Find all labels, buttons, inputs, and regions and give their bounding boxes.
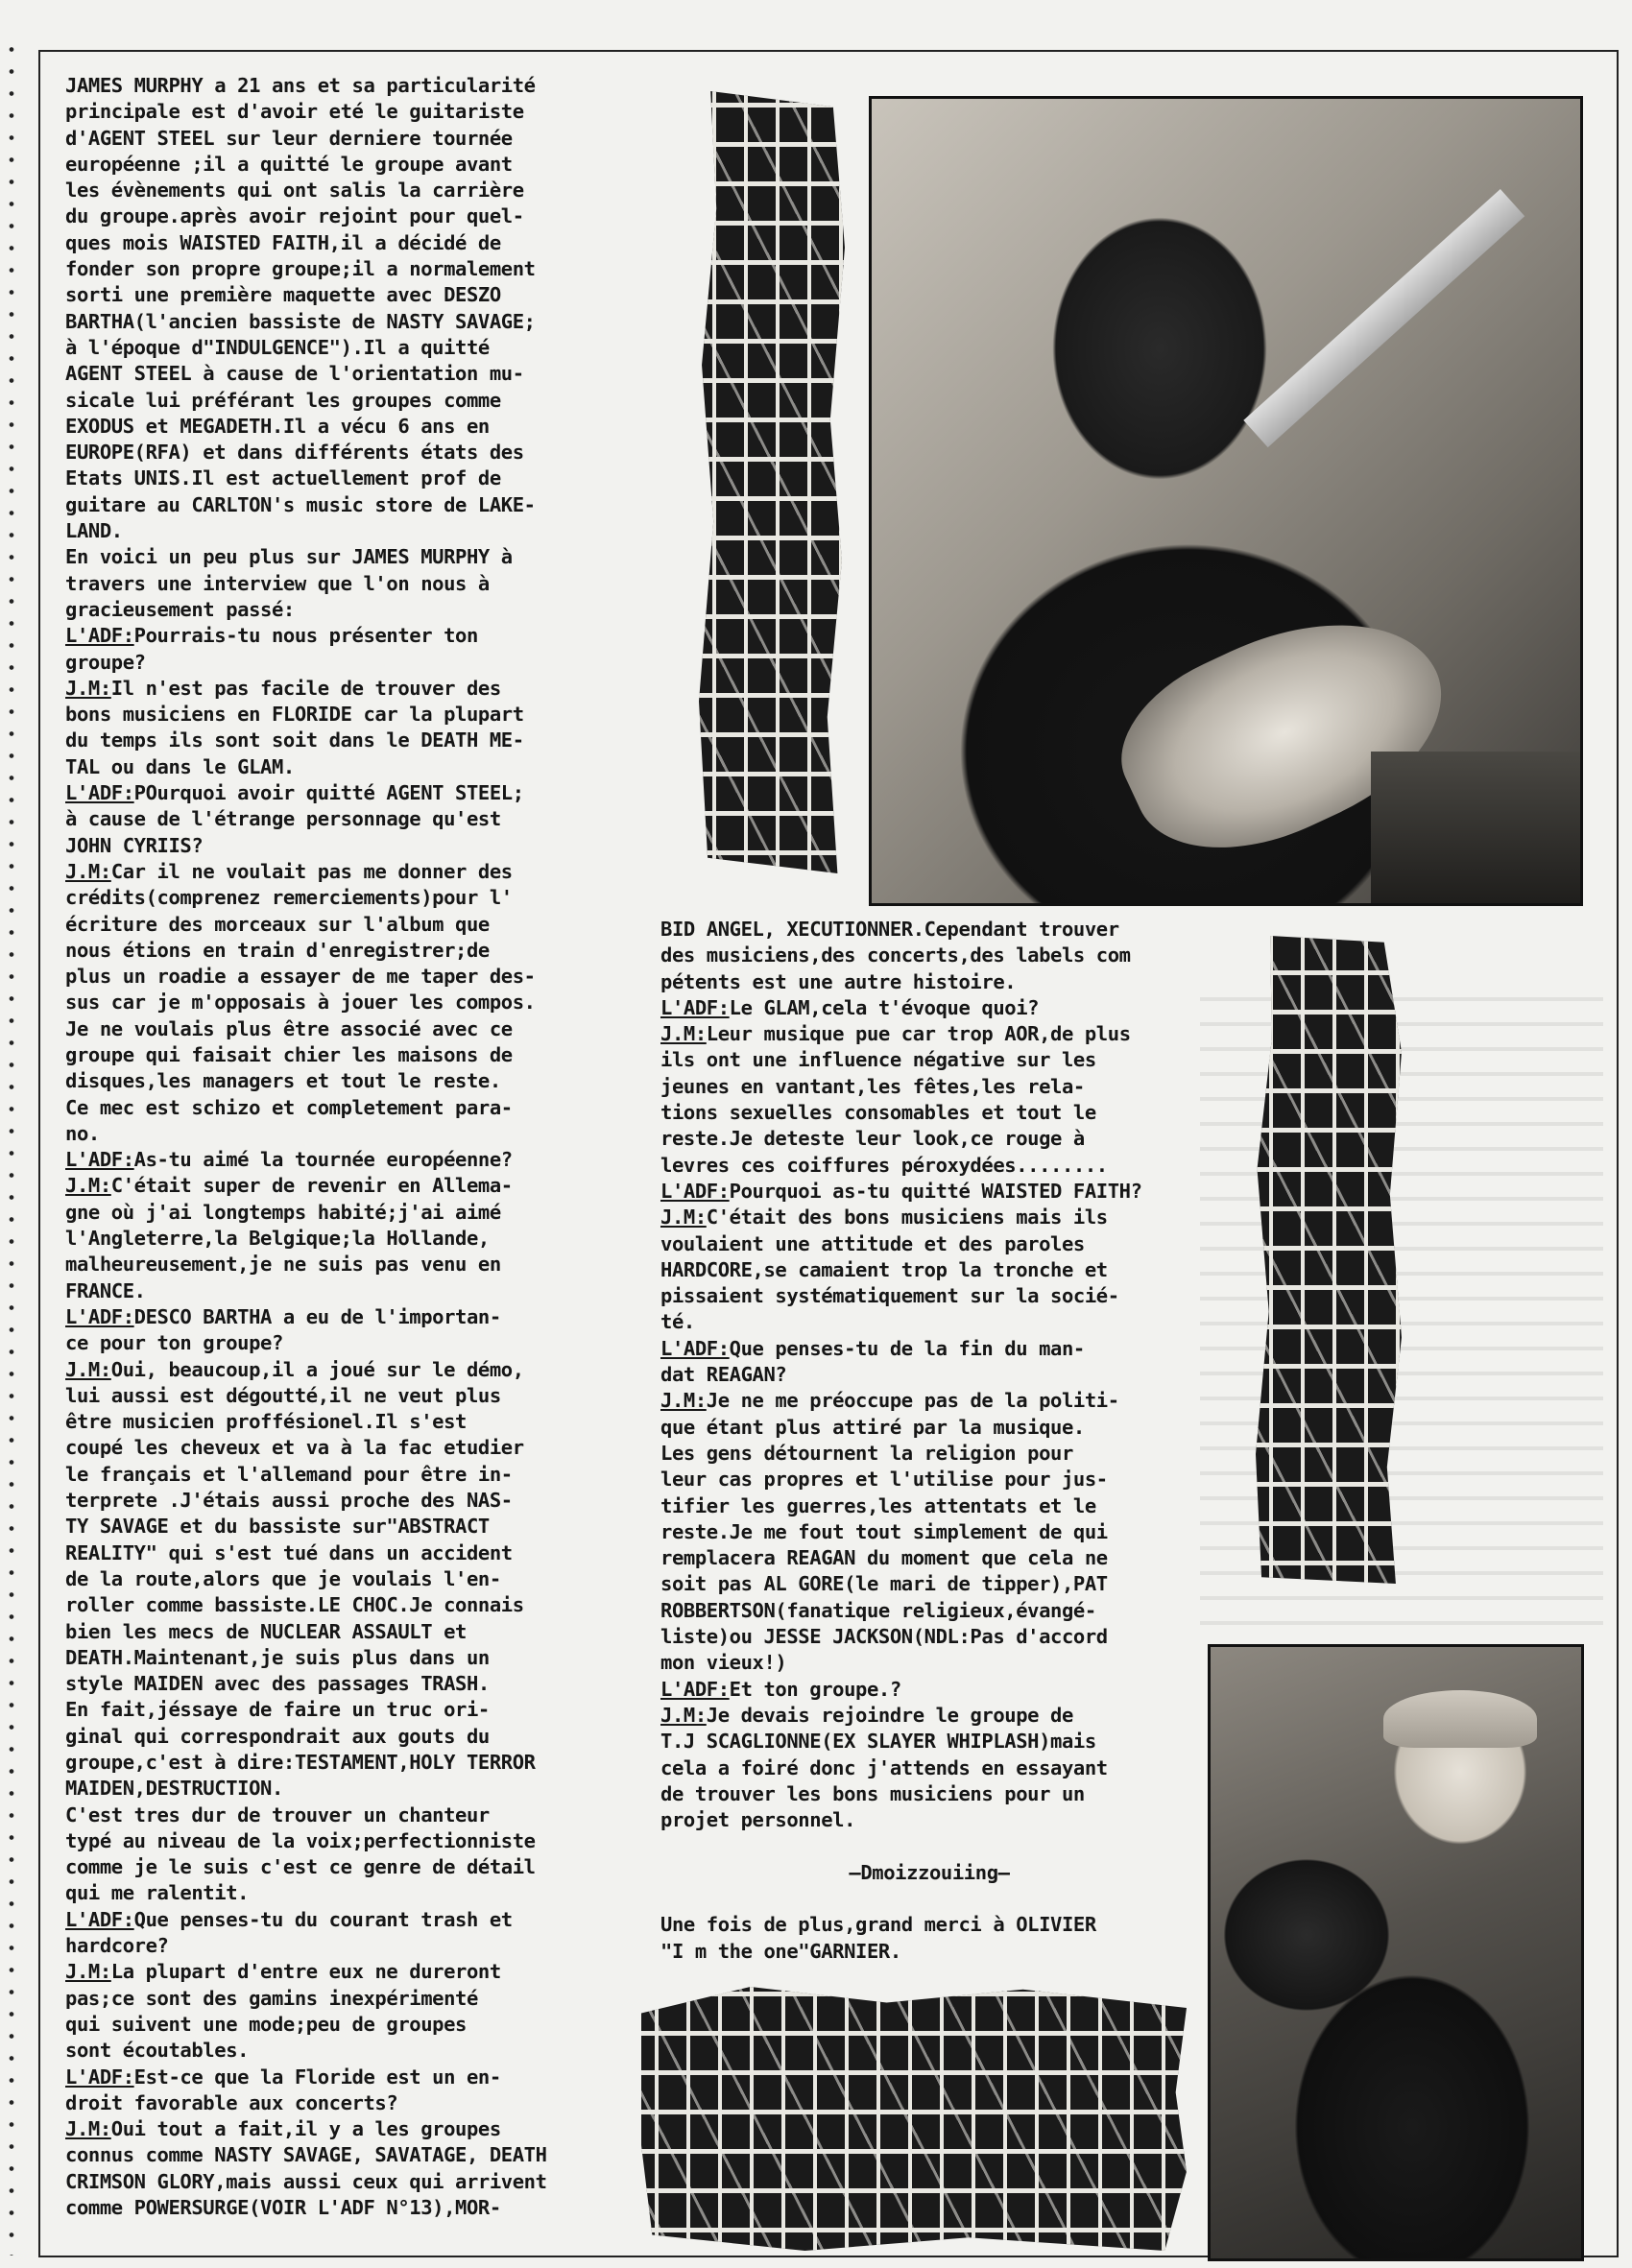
speaker-tag: L'ADF:	[65, 2065, 134, 2089]
left_column-line: terprete .J'étais aussi proche des NAS-	[65, 1489, 513, 1513]
left_column-line: bons musiciens en FLORIDE car la plupart	[65, 703, 524, 727]
left_column-line: crédits(comprenez remerciements)pour l'	[65, 886, 513, 910]
left_column-line: comme POWERSURGE(VOIR L'ADF N°13),MOR-	[65, 2196, 501, 2220]
left_column-line: roller comme bassiste.LE CHOC.Je connais	[65, 1593, 524, 1617]
amplifier	[1371, 752, 1580, 903]
right_column-line: J.M:Leur musique pue car trop AOR,de plus	[660, 1022, 1131, 1046]
flat-cap	[1383, 1690, 1537, 1748]
right_column-line: L'ADF:Le GLAM,cela t'évoque quoi?	[660, 995, 1040, 1019]
left_column-line: travers une interview que l'on nous à	[65, 571, 490, 595]
signature: —Dmoizzouiing—	[849, 1860, 1010, 1884]
left_column-line: DEATH.Maintenant,je suis plus dans un	[65, 1645, 490, 1669]
left_column-line: J.M:La plupart d'entre eux ne dureront	[65, 1960, 501, 1984]
left_column-line: coupé les cheveux et va à la fac etudier	[65, 1436, 524, 1460]
photo-man-with-orangutan	[1208, 1644, 1584, 2261]
left_column-line: J.M:Oui tout a fait,il y a les groupes	[65, 2117, 501, 2141]
speaker-tag: J.M:	[65, 1174, 111, 1198]
left_column-line: lui aussi est dégoutté,il ne veut plus	[65, 1383, 501, 1407]
left_column-line: J.M:Il n'est pas facile de trouver des	[65, 676, 501, 700]
right_column-line: T.J SCAGLIONNE(EX SLAYER WHIPLASH)mais	[660, 1730, 1096, 1754]
left_column-line: droit favorable aux concerts?	[65, 2090, 398, 2114]
right_column-line: levres ces coiffures péroxydées........	[660, 1153, 1108, 1177]
speaker-tag: J.M:	[65, 859, 111, 883]
left_column-line: hardcore?	[65, 1934, 169, 1958]
left_column-line: qui me ralentit.	[65, 1881, 250, 1905]
right_column-line: mon vieux!)	[660, 1651, 787, 1675]
right_column-line: pissaient systématiquement sur la socié-	[660, 1284, 1119, 1308]
thanks-line-2: "I m the one"GARNIER.	[660, 1939, 901, 1963]
left_column-line: AGENT STEEL à cause de l'orientation mu-	[65, 362, 524, 386]
left_column-line: J.M:C'était super de revenir en Allema-	[65, 1174, 513, 1198]
right_column-line: J.M:Je devais rejoindre le groupe de	[660, 1703, 1073, 1727]
left_column-line: l'Angleterre,la Belgique;la Hollande,	[65, 1227, 490, 1251]
left_column-line: qui suivent une mode;peu de groupes	[65, 2012, 467, 2036]
right_column-line: BID ANGEL, XECUTIONNER.Cependant trouver	[660, 918, 1119, 941]
left_column-line: plus un roadie a essayer de me taper des-	[65, 965, 536, 989]
speaker-tag: L'ADF:	[65, 624, 134, 648]
left_column-line: sus car je m'opposais à jouer les compos.	[65, 991, 536, 1015]
left_column-line: du groupe.après avoir rejoint pour quel-	[65, 204, 524, 228]
left_column-line: fonder son propre groupe;il a normalement	[65, 257, 536, 281]
left_column-line: groupe qui faisait chier les maisons de	[65, 1042, 513, 1066]
left_column-line: L'ADF:DESCO BARTHA a eu de l'importan-	[65, 1304, 501, 1328]
left_column-line: EXODUS et MEGADETH.Il a vécu 6 ans en	[65, 414, 490, 438]
left_column-line: écriture des morceaux sur l'album que	[65, 912, 490, 936]
right_column-line: L'ADF:Et ton groupe.?	[660, 1677, 901, 1701]
speaker-tag: L'ADF:	[65, 1304, 134, 1328]
left_column-line: du temps ils sont soit dans le DEATH ME-	[65, 728, 524, 752]
left_column-line: EUROPE(RFA) et dans différents états des	[65, 441, 524, 465]
left_column-line: L'ADF:As-tu aimé la tournée européenne?	[65, 1148, 513, 1172]
left_column-line: européenne ;il a quitté le groupe avant	[65, 152, 513, 176]
left_column-line: sont écoutables.	[65, 2039, 250, 2063]
decorative-texture-strip-middle	[1256, 936, 1402, 1584]
right_column-line: L'ADF:Que penses-tu de la fin du man-	[660, 1336, 1085, 1360]
left_column-line: LAND.	[65, 519, 123, 543]
left_column-line: gne où j'ai longtemps habité;j'ai aimé	[65, 1200, 501, 1224]
spacer	[660, 1886, 1198, 1912]
speaker-tag: J.M:	[660, 1022, 707, 1046]
left_column-line: ques mois WAISTED FAITH,il a décidé de	[65, 230, 501, 254]
left_column-line: Je ne voulais plus être associé avec ce	[65, 1016, 513, 1040]
right_column-line: leur cas propres et l'utilise pour jus-	[660, 1468, 1108, 1492]
left_column-line: C'est tres dur de trouver un chanteur	[65, 1802, 490, 1826]
left_column-line: principale est d'avoir eté le guitariste	[65, 100, 524, 124]
left_column-line: d'AGENT STEEL sur leur derniere tournée	[65, 126, 513, 150]
speaker-tag: L'ADF:	[65, 1148, 134, 1172]
article-left-column	[65, 73, 603, 2221]
right_column-line: de trouver les bons musiciens pour un	[660, 1781, 1085, 1805]
left_column-line: de la route,alors que je voulais l'en-	[65, 1566, 501, 1590]
left_column-line: En fait,jéssaye de faire un truc ori-	[65, 1698, 490, 1722]
speaker-tag: J.M:	[65, 1357, 111, 1381]
photo-guitarist	[869, 96, 1583, 906]
left_column-line: être musicien proffésionel.Il s'est	[65, 1410, 467, 1434]
left_column-line: ce pour ton groupe?	[65, 1331, 283, 1355]
left_column-line: L'ADF:Que penses-tu du courant trash et	[65, 1907, 513, 1931]
right_column-line: té.	[660, 1310, 695, 1334]
left_column-line: J.M:Oui, beaucoup,il a joué sur le démo,	[65, 1357, 524, 1381]
left_column-line: JOHN CYRIIS?	[65, 833, 204, 857]
speaker-tag: L'ADF:	[65, 781, 134, 805]
left_column-line: guitare au CARLTON's music store de LAKE-	[65, 492, 536, 516]
speaker-tag: J.M:	[65, 1960, 111, 1984]
left_column-line: TAL ou dans le GLAM.	[65, 754, 295, 778]
right_column-line: J.M:Je ne me préoccupe pas de la politi-	[660, 1389, 1119, 1413]
left_column-line: ginal qui correspondrait aux gouts du	[65, 1724, 490, 1748]
left_column-line: typé au niveau de la voix;perfectionniste	[65, 1828, 536, 1852]
right_column-line: cela a foiré donc j'attends en essayant	[660, 1755, 1108, 1779]
thanks-line-1: Une fois de plus,grand merci à OLIVIER	[660, 1913, 1096, 1937]
left_column-line: gracieusement passé:	[65, 597, 295, 621]
speaker-tag: J.M:	[660, 1703, 707, 1727]
left_column-line: JAMES MURPHY a 21 ans et sa particularité	[65, 74, 536, 97]
right_column-line: L'ADF:Pourquoi as-tu quitté WAISTED FAITH?	[660, 1179, 1142, 1203]
left_column-line: En voici un peu plus sur JAMES MURPHY à	[65, 545, 513, 569]
left_column-line: disques,les managers et tout le reste.	[65, 1069, 501, 1093]
left_column-line: MAIDEN,DESTRUCTION.	[65, 1777, 283, 1801]
binding-dots	[6, 38, 17, 2256]
left_column-line: connus comme NASTY SAVAGE, SAVATAGE, DEATH	[65, 2143, 547, 2167]
left_column-line: à cause de l'étrange personnage qu'est	[65, 807, 501, 831]
left_column-line: Etats UNIS.Il est actuellement prof de	[65, 466, 501, 490]
left_column-line: groupe,c'est à dire:TESTAMENT,HOLY TERROR	[65, 1751, 536, 1774]
guitar-neck	[1243, 189, 1524, 447]
left_column-line: les évènements qui ont salis la carrière	[65, 179, 524, 203]
right_column-line: dat REAGAN?	[660, 1363, 787, 1387]
left_column-line: no.	[65, 1121, 100, 1145]
left_column-line: REALITY" qui s'est tué dans un accident	[65, 1540, 513, 1564]
decorative-texture-strip-top	[699, 91, 845, 873]
speaker-tag: J.M:	[660, 1206, 707, 1229]
right_column-line: ils ont une influence négative sur les	[660, 1048, 1096, 1072]
right-column-lines	[660, 917, 1198, 1833]
left_column-line: BARTHA(l'ancien bassiste de NASTY SAVAGE;	[65, 309, 536, 333]
left_column-line: comme je le suis c'est ce genre de détail	[65, 1855, 536, 1879]
right_column-line: tions sexuelles consomables et tout le	[660, 1101, 1096, 1125]
article-right-column	[660, 917, 1198, 1965]
left_column-line: style MAIDEN avec des passages TRASH.	[65, 1672, 490, 1696]
left_column-line: CRIMSON GLORY,mais aussi ceux qui arrivent	[65, 2169, 547, 2193]
speaker-tag: L'ADF:	[660, 1336, 730, 1360]
left_column-line: groupe?	[65, 650, 146, 674]
speaker-tag: J.M:	[65, 2117, 111, 2141]
left_column-line: FRANCE.	[65, 1278, 146, 1302]
right_column-line: remplacera REAGAN du moment que cela ne	[660, 1546, 1108, 1570]
left_column-line: malheureusement,je ne suis pas venu en	[65, 1253, 501, 1277]
right_column-line: voulaient une attitude et des paroles	[660, 1231, 1085, 1255]
speaker-tag: J.M:	[660, 1389, 707, 1413]
left_column-line: L'ADF:POurquoi avoir quitté AGENT STEEL;	[65, 781, 524, 805]
speaker-tag: L'ADF:	[660, 1179, 730, 1203]
left_column-line: L'ADF:Pourrais-tu nous présenter ton	[65, 624, 478, 648]
right_column-line: pétents est une autre histoire.	[660, 969, 1017, 993]
left_column-line: bien les mecs de NUCLEAR ASSAULT et	[65, 1619, 467, 1643]
spacer	[660, 1833, 1198, 1859]
right_column-line: HARDCORE,se camaient trop la tronche et	[660, 1257, 1108, 1281]
left_column-line: à l'époque d"INDULGENCE").Il a quitté	[65, 335, 490, 359]
left_column-line: sicale lui préférant les groupes comme	[65, 388, 501, 412]
right_column-line: projet personnel.	[660, 1808, 856, 1832]
right_column-line: Les gens détournent la religion pour	[660, 1441, 1073, 1465]
right_column-line: tifier les guerres,les attentats et le	[660, 1493, 1096, 1517]
right_column-line: J.M:C'était des bons musiciens mais ils	[660, 1206, 1108, 1229]
speaker-tag: L'ADF:	[660, 1677, 730, 1701]
left_column-line: pas;ce sont des gamins inexpérimenté	[65, 1986, 478, 2010]
right_column-line: des musiciens,des concerts,des labels com	[660, 943, 1131, 967]
right_column-line: liste)ou JESSE JACKSON(NDL:Pas d'accord	[660, 1625, 1108, 1649]
right_column-line: ROBBERTSON(fanatique religieux,évangé-	[660, 1598, 1096, 1622]
right_column-line: soit pas AL GORE(le mari de tipper),PAT	[660, 1572, 1108, 1596]
left_column-line: TY SAVAGE et du bassiste sur"ABSTRACT	[65, 1515, 490, 1539]
decorative-texture-strip-bottom	[641, 1987, 1187, 2251]
right_column-line: que étant plus attiré par la musique.	[660, 1415, 1085, 1439]
speaker-tag: L'ADF:	[65, 1907, 134, 1931]
speaker-tag: J.M:	[65, 676, 111, 700]
left_column-line: le français et l'allemand pour être in-	[65, 1462, 513, 1486]
left_column-line: sorti une première maquette avec DESZO	[65, 283, 501, 307]
speaker-tag: L'ADF:	[660, 995, 730, 1019]
left_column-line: Ce mec est schizo et completement para-	[65, 1095, 513, 1119]
right_column-line: reste.Je me fout tout simplement de qui	[660, 1519, 1108, 1543]
left_column-line: L'ADF:Est-ce que la Floride est un en-	[65, 2065, 501, 2089]
left_column-line: nous étions en train d'enregistrer;de	[65, 938, 490, 962]
left_column-line: J.M:Car il ne voulait pas me donner des	[65, 859, 513, 883]
right_column-line: reste.Je deteste leur look,ce rouge à	[660, 1127, 1085, 1151]
right_column-line: jeunes en vantant,les fêtes,les rela-	[660, 1074, 1085, 1098]
